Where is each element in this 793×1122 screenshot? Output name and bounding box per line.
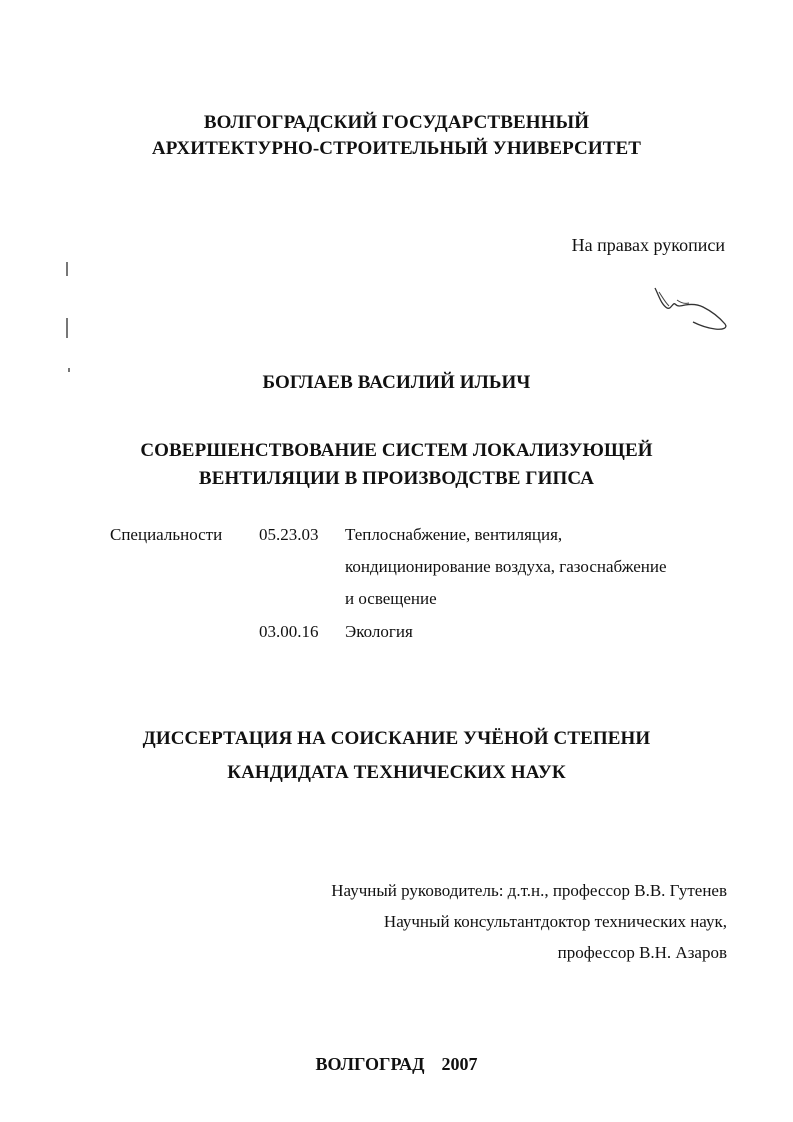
degree-statement xyxy=(0,722,793,790)
scan-edge-mark xyxy=(66,318,68,338)
consultant-name-line: профессор В.Н. Азаров xyxy=(557,943,727,962)
dissertation-title xyxy=(0,437,793,493)
advisors-block xyxy=(331,875,727,968)
degree-line-2: КАНДИДАТА ТЕХНИЧЕСКИХ НАУК xyxy=(227,762,566,783)
signature xyxy=(645,282,735,342)
specialties-label: Специальности xyxy=(110,525,223,544)
university-name xyxy=(0,110,793,162)
specialty-name: и освещение xyxy=(345,589,437,608)
specialty-code: 03.00.16 xyxy=(259,622,319,641)
author-name: БОГЛАЕВ ВАСИЛИЙ ИЛЬИЧ xyxy=(262,372,531,393)
scan-edge-mark xyxy=(66,262,68,276)
university-line-1: ВОЛГОГРАДСКИЙ ГОСУДАРСТВЕННЫЙ xyxy=(203,112,590,133)
degree-line-1: ДИССЕРТАЦИЯ НА СОИСКАНИЕ УЧЁНОЙ СТЕПЕНИ xyxy=(142,728,651,749)
specialty-name: Экология xyxy=(345,622,413,641)
specialty-name: Теплоснабжение, вентиляция, xyxy=(345,525,563,544)
city-year: ВОЛГОГРАД 2007 xyxy=(315,1054,478,1074)
supervisor-line: Научный руководитель: д.т.н., профессор В.В. Гутенев xyxy=(331,881,727,900)
specialty-name: кондиционирование воздуха, газоснабжение xyxy=(345,557,667,576)
consultant-line: Научный консультантдоктор технических наук, xyxy=(383,912,727,931)
specialty-code: 05.23.03 xyxy=(259,525,319,544)
title-line-1: СОВЕРШЕНСТВОВАНИЕ СИСТЕМ ЛОКАЛИЗУЮЩЕЙ xyxy=(140,440,653,461)
title-line-2: ВЕНТИЛЯЦИИ В ПРОИЗВОДСТВЕ ГИПСА xyxy=(198,468,595,489)
university-line-2: АРХИТЕКТУРНО-СТРОИТЕЛЬНЫЙ УНИВЕРСИТЕТ xyxy=(151,138,642,159)
manuscript-note: На правах рукописи xyxy=(571,235,725,255)
